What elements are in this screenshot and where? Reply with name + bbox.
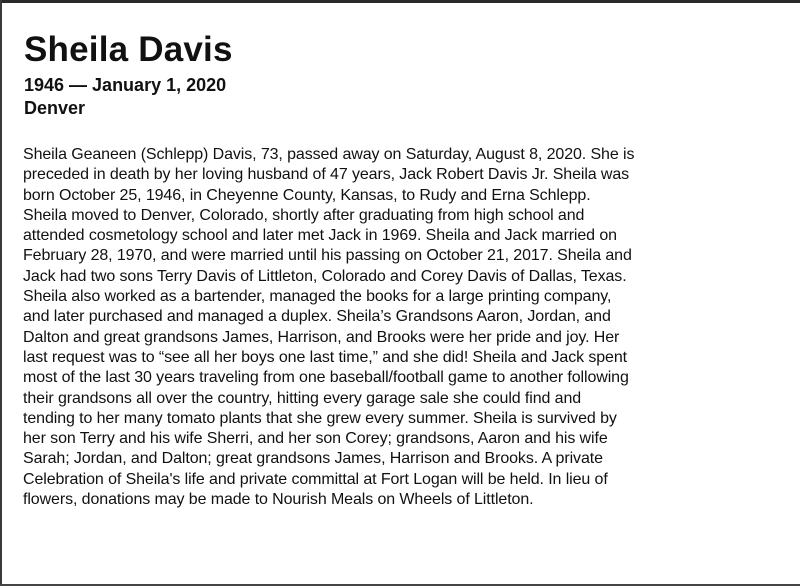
body-line: Sheila Geaneen (Schlepp) Davis, 73, passed away on Saturday, August 8, 2020. She is — [23, 146, 635, 163]
body-line: Sheila also worked as a bartender, managed the books for a large printing company, — [23, 288, 612, 306]
body-line: Sheila moved to Denver, Colorado, shortly after graduating from high school and — [23, 206, 585, 224]
deceased-name: Sheila Davis — [24, 30, 233, 69]
body-line: flowers, donations may be made to Nourish Meals on Wheels of Littleton. — [23, 491, 534, 509]
body-line: Celebration of Sheila's life and private committal at Fort Logan will be held. In lieu of — [23, 470, 608, 488]
body-line: her son Terry and his wife Sherri, and her son Corey; grandsons, Aaron and his wife — [23, 430, 608, 448]
body-line: February 28, 1970, and were married until his passing on October 21, 2017. Sheila and — [23, 247, 632, 265]
location: Denver — [24, 98, 86, 118]
obituary-body — [23, 145, 783, 510]
body-line: Dalton and great grandsons James, Harrison, and Brooks were her pride and joy. Her — [23, 328, 620, 346]
body-line: their grandsons all over the country, hitting every garage sale she could find and — [23, 389, 582, 407]
body-line: most of the last 30 years traveling from one baseball/football game to another following — [23, 369, 629, 387]
body-line: Sarah; Jordan, and Dalton; great grandsons James, Harrison and Brooks. A private — [23, 450, 603, 468]
life-dates: 1946 — January 1, 2020 — [24, 75, 227, 95]
body-line: attended cosmetology school and later met Jack in 1969. Sheila and Jack married on — [23, 227, 617, 245]
body-line: born October 25, 1946, in Cheyenne County, Kansas, to Rudy and Erna Schlepp. — [23, 186, 591, 204]
body-line: last request was to “see all her boys one last time,” and she did! Sheila and Jack spent — [23, 348, 627, 366]
body-line: tending to her many tomato plants that she grew every summer. Sheila is survived by — [23, 409, 617, 427]
body-line: Jack had two sons Terry Davis of Littleton, Colorado and Corey Davis of Dallas, Texas. — [23, 267, 627, 285]
body-line: and later purchased and managed a duplex. Sheila’s Grandsons Aaron, Jordan, and — [23, 308, 611, 326]
body-line: preceded in death by her loving husband of 47 years, Jack Robert Davis Jr. Sheila was — [23, 166, 630, 184]
